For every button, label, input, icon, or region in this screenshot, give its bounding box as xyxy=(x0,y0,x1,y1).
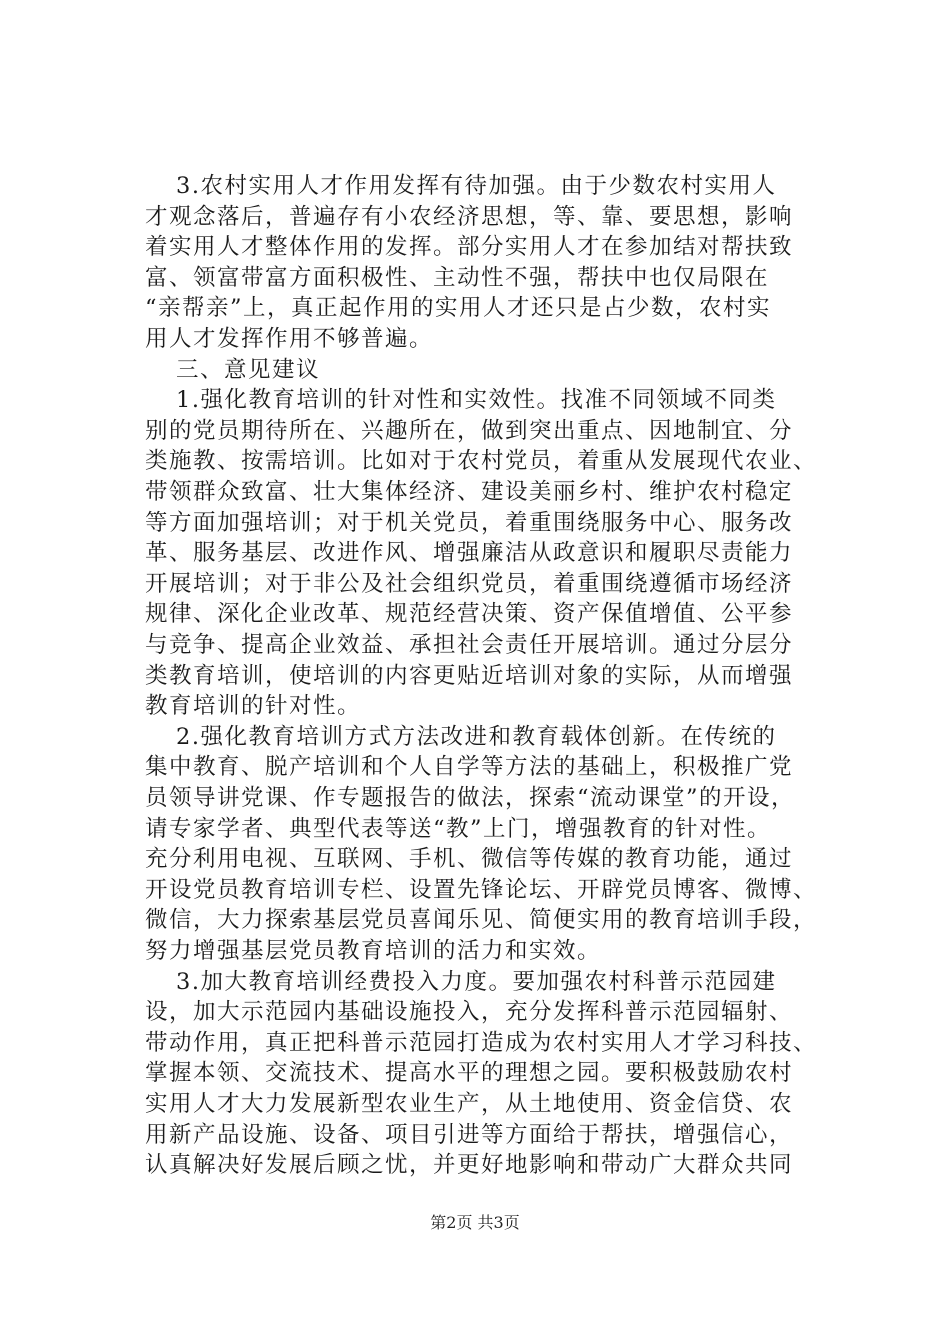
paragraph-5-line-1: 3.加大教育培训经费投入力度。要加强农村科普示范园建 xyxy=(176,969,777,995)
paragraph-1-line-5: “亲帮亲”上，真正起作用的实用人才还只是占少数，农村实 xyxy=(145,295,772,321)
paragraph-3-line-3: 类施教、按需培训。比如对于农村党员，着重从发展现代农业、 xyxy=(145,448,818,474)
paragraph-4-line-3: 员领导讲党课、作专题报告的做法，探索“流动课堂”的开设， xyxy=(145,785,796,811)
paragraph-3-line-6: 革、服务基层、改进作风、增强廉洁从政意识和履职尽责能力 xyxy=(145,540,794,566)
paragraph-3-line-8: 规律、深化企业改革、规范经营决策、资产保值增值、公平参 xyxy=(145,601,794,627)
paragraph-5-line-6: 用新产品设施、设备、项目引进等方面给于帮扶，增强信心， xyxy=(145,1122,794,1148)
paragraph-3-line-5: 等方面加强培训；对于机关党员，着重围绕服务中心、服务改 xyxy=(145,510,794,536)
paragraph-4-line-1: 2.强化教育培训方式方法改进和教育载体创新。在传统的 xyxy=(176,724,777,750)
paragraph-1-line-6: 用人才发挥作用不够普遍。 xyxy=(145,326,434,352)
paragraph-1-line-2: 才观念落后，普遍存有小农经济思想，等、靠、要思想，影响 xyxy=(145,204,794,230)
paragraph-5-line-2: 设，加大示范园内基础设施投入，充分发挥科普示范园辐射、 xyxy=(145,999,794,1025)
paragraph-4-line-2: 集中教育、脱产培训和个人自学等方法的基础上，积极推广党 xyxy=(145,754,794,780)
paragraph-3-line-1: 1.强化教育培训的针对性和实效性。找准不同领域不同类 xyxy=(176,387,777,413)
paragraph-4-line-5: 充分利用电视、互联网、手机、微信等传媒的教育功能，通过 xyxy=(145,846,794,872)
paragraph-5-line-4: 掌握本领、交流技术、提高水平的理想之园。要积极鼓励农村 xyxy=(145,1060,794,1086)
paragraph-3-line-9: 与竞争、提高企业效益、承担社会责任开展培训。通过分层分 xyxy=(145,632,794,658)
paragraph-5-line-5: 实用人才大力发展新型农业生产，从土地使用、资金信贷、农 xyxy=(145,1091,794,1117)
section-heading: 三、意见建议 xyxy=(176,357,321,383)
paragraph-5-line-7: 认真解决好发展后顾之忧，并更好地影响和带动广大群众共同 xyxy=(145,1152,794,1178)
paragraph-4-line-7: 微信，大力探索基层党员喜闻乐见、简便实用的教育培训手段， xyxy=(145,907,818,933)
paragraph-4-line-6: 开设党员教育培训专栏、设置先锋论坛、开辟党员博客、微博、 xyxy=(145,877,818,903)
paragraph-5-line-3: 带动作用，真正把科普示范园打造成为农村实用人才学习科技、 xyxy=(145,1030,818,1056)
paragraph-4-line-4: 请专家学者、典型代表等送“教”上门，增强教育的针对性。 xyxy=(145,816,772,842)
paragraph-1-line-4: 富、领富带富方面积极性、主动性不强，帮扶中也仅局限在 xyxy=(145,265,770,291)
paragraph-3-line-11: 教育培训的针对性。 xyxy=(145,693,362,719)
paragraph-3-line-10: 类教育培训，使培训的内容更贴近培训对象的实际，从而增强 xyxy=(145,663,794,689)
paragraph-4-line-8: 努力增强基层党员教育培训的活力和实效。 xyxy=(145,938,602,964)
paragraph-3-line-4: 带领群众致富、壮大集体经济、建设美丽乡村、维护农村稳定 xyxy=(145,479,794,505)
page-footer: 第2页 共3页 xyxy=(430,1213,520,1232)
paragraph-1-line-1: 3.农村实用人才作用发挥有待加强。由于少数农村实用人 xyxy=(176,173,777,199)
paragraph-3-line-7: 开展培训；对于非公及社会组织党员，着重围绕遵循市场经济 xyxy=(145,571,794,597)
paragraph-1-line-3: 着实用人才整体作用的发挥。部分实用人才在参加结对帮扶致 xyxy=(145,234,794,260)
paragraph-3-line-2: 别的党员期待所在、兴趣所在，做到突出重点、因地制宜、分 xyxy=(145,418,794,444)
